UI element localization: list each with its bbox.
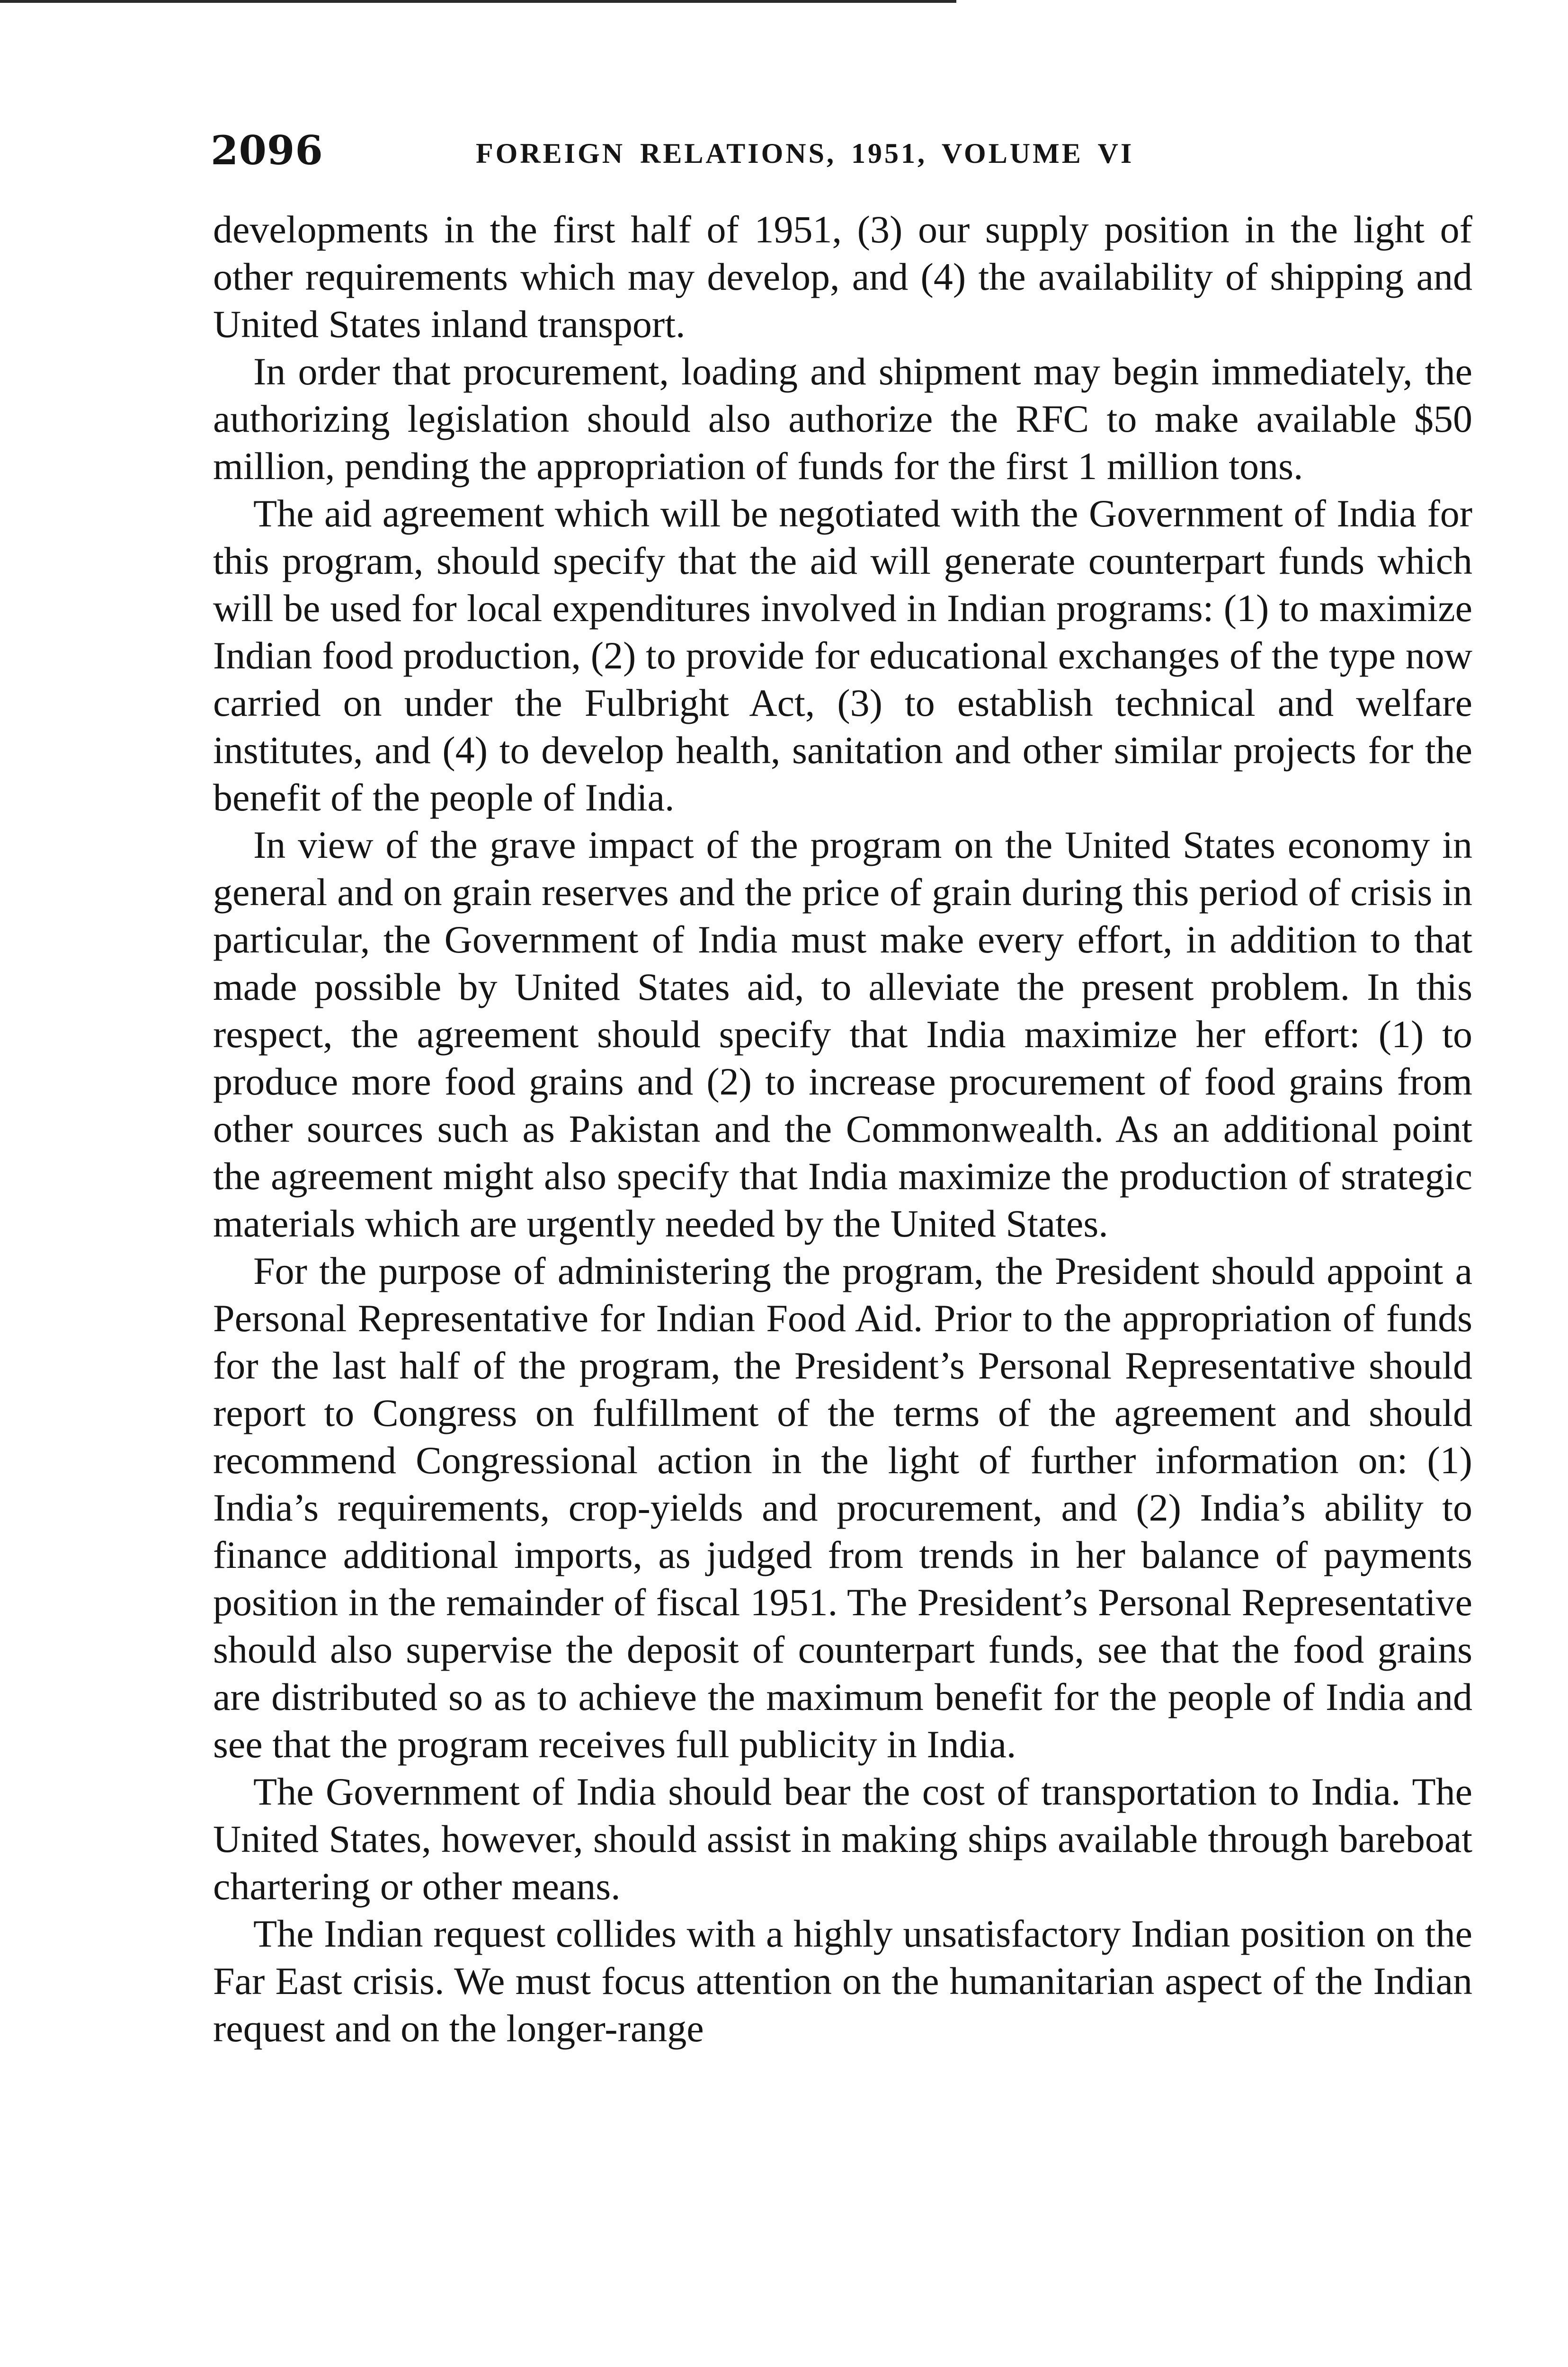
paragraph: The Government of India should bear the cost of transportation to India. The United States, however, should assist in making ships available through bareboat chartering or other means.: [213, 1770, 1472, 1908]
paragraph: In order that procurement, loading and shipment may begin immediately, the authorizing legislation should also authorize the RFC to make available $50 million, pending the appropriation of funds for the first 1 million tons.: [213, 350, 1472, 488]
paragraph-continued: developments in the first half of 1951, (3) our supply position in the light of other requirements which may develop, and (4) the availability of shipping and United States inland transport.: [213, 208, 1472, 346]
scan-edge-line: [0, 0, 956, 3]
paragraph: The aid agreement which will be negotiated with the Government of India for this program, should specify that the aid will generate counterpart funds which will be used for local expenditures involved in Indian programs: (1) to maximize Indian food production, (2) to provide for educational exchanges of the type now carried on under the Fulbright Act, (3) to establish technical and welfare institutes, and (4) to develop health, sanitation and other similar projects for the benefit of the people of India.: [213, 492, 1472, 819]
paragraph: For the purpose of administering the program, the President should appoint a Personal Representative for Indian Food Aid. Prior to the appropriation of funds for the last half of the program, the President’s Personal Representative should report to Congress on fulfillment of the terms of the agreement and should recommend Congressional action in the light of further information on: (1) India’s requirements, crop-yields and procurement, and (2) India’s ability to finance additional imports, as judged from trends in her balance of payments position in the remainder of fiscal 1951. The President’s Personal Representative should also supervise the deposit of counterpart funds, see that the food grains are distributed so as to achieve the maximum benefit for the people of India and see that the program receives full publicity in India.: [213, 1249, 1472, 1766]
page-header: [211, 127, 1470, 184]
running-head: FOREIGN RELATIONS, 1951, VOLUME VI: [476, 138, 1134, 169]
page-number: 2096: [211, 127, 323, 174]
body-text: [213, 206, 1472, 2052]
paragraph: The Indian request collides with a highly unsatisfactory Indian position on the Far East crisis. We must focus attention on the humanitarian aspect of the Indian request and on the longer-range: [213, 1912, 1472, 2050]
paragraph: In view of the grave impact of the program on the United States economy in general and on grain reserves and the price of grain during this period of crisis in particular, the Government of India must make every effort, in addition to that made possible by United States aid, to alleviate the present problem. In this respect, the agreement should specify that India maximize her effort: (1) to produce more food grains and (2) to increase procurement of food grains from other sources such as Pakistan and the Commonwealth. As an additional point the agreement might also specify that India maximize the production of strategic materials which are urgently needed by the United States.: [213, 823, 1472, 1245]
